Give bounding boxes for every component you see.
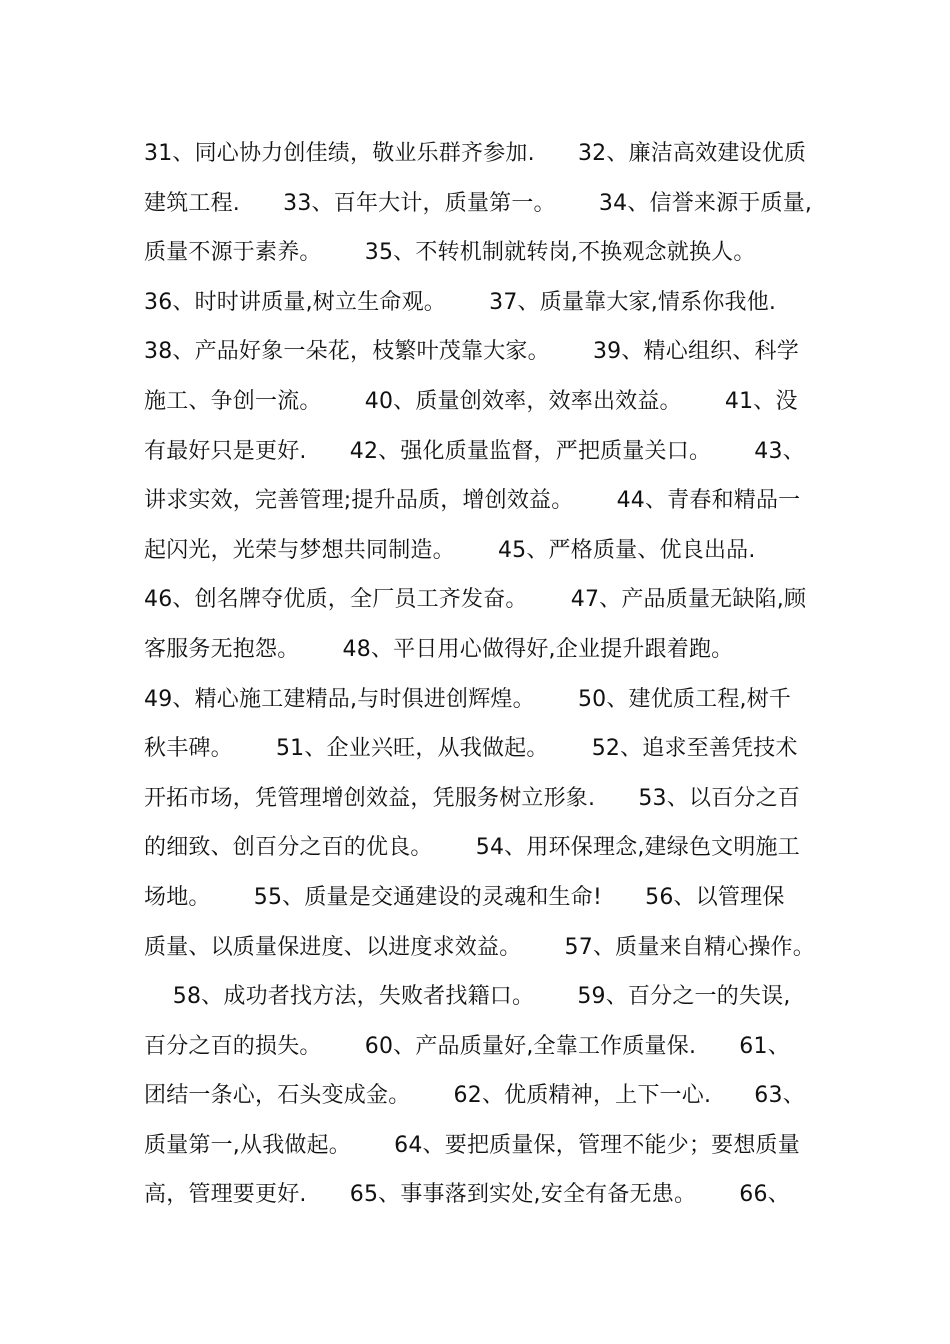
text-line: 36、时时讲质量,树立生命观。 37、质量靠大家,情系你我他. — [144, 289, 777, 315]
text-line: 百分之百的损失。 60、产品质量好,全靠工作质量保. 61、 — [144, 1033, 790, 1059]
text-line: 31、同心协力创佳绩，敬业乐群齐参加. 32、廉洁高效建设优质 — [144, 141, 807, 166]
text-line: 38、产品好象一朵花，枝繁叶茂靠大家。 39、精心组织、科学 — [144, 339, 799, 365]
text-line: 高，管理要更好. 65、事事落到实处,安全有备无患。 66、 — [144, 1182, 790, 1208]
text-line: 客服务无抱怨。 48、平日用心做得好,企业提升跟着跑。 — [144, 636, 734, 662]
text-line: 的细致、创百分之百的优良。 54、用环保理念,建绿色文明施工 — [144, 835, 800, 861]
text-line: 场地。 55、质量是交通建设的灵魂和生命! 56、以管理保 — [144, 884, 785, 910]
text-line: 有最好只是更好. 42、强化质量监督，严把质量关口。 43、 — [144, 438, 805, 464]
text-line: 58、成功者找方法，失败者找籍口。 59、百分之一的失误, — [144, 984, 791, 1010]
text-line: 49、精心施工建精品,与时俱进创辉煌。 50、建优质工程,树千 — [144, 686, 792, 712]
text-line: 讲求实效，完善管理;提升品质，增创效益。 44、青春和精品一 — [144, 488, 801, 514]
text-line: 起闪光，光荣与梦想共同制造。 45、严格质量、优良出品. — [144, 537, 756, 563]
text-line: 秋丰碑。 51、企业兴旺，从我做起。 52、追求至善凭技术 — [144, 736, 798, 762]
text-body — [144, 129, 824, 1220]
text-line: 质量第一,从我做起。 64、要把质量保，管理不能少；要想质量 — [144, 1132, 800, 1158]
text-line: 46、创名牌夺优质，全厂员工齐发奋。 47、产品质量无缺陷,顾 — [144, 587, 807, 613]
text-line: 开拓市场，凭管理增创效益，凭服务树立形象. 53、以百分之百 — [144, 785, 800, 811]
text-line: 质量不源于素养。 35、不转机制就转岗,不换观念就换人。 — [144, 240, 756, 266]
text-line: 团结一条心，石头变成金。 62、优质精神，上下一心. 63、 — [144, 1083, 805, 1109]
text-line: 建筑工程. 33、百年大计，质量第一。 34、信誉来源于质量, — [144, 190, 813, 216]
text-line: 质量、以质量保进度、以进度求效益。 57、质量来自精心操作。 — [144, 934, 815, 960]
text-line: 施工、争创一流。 40、质量创效率，效率出效益。 41、没 — [144, 388, 798, 414]
